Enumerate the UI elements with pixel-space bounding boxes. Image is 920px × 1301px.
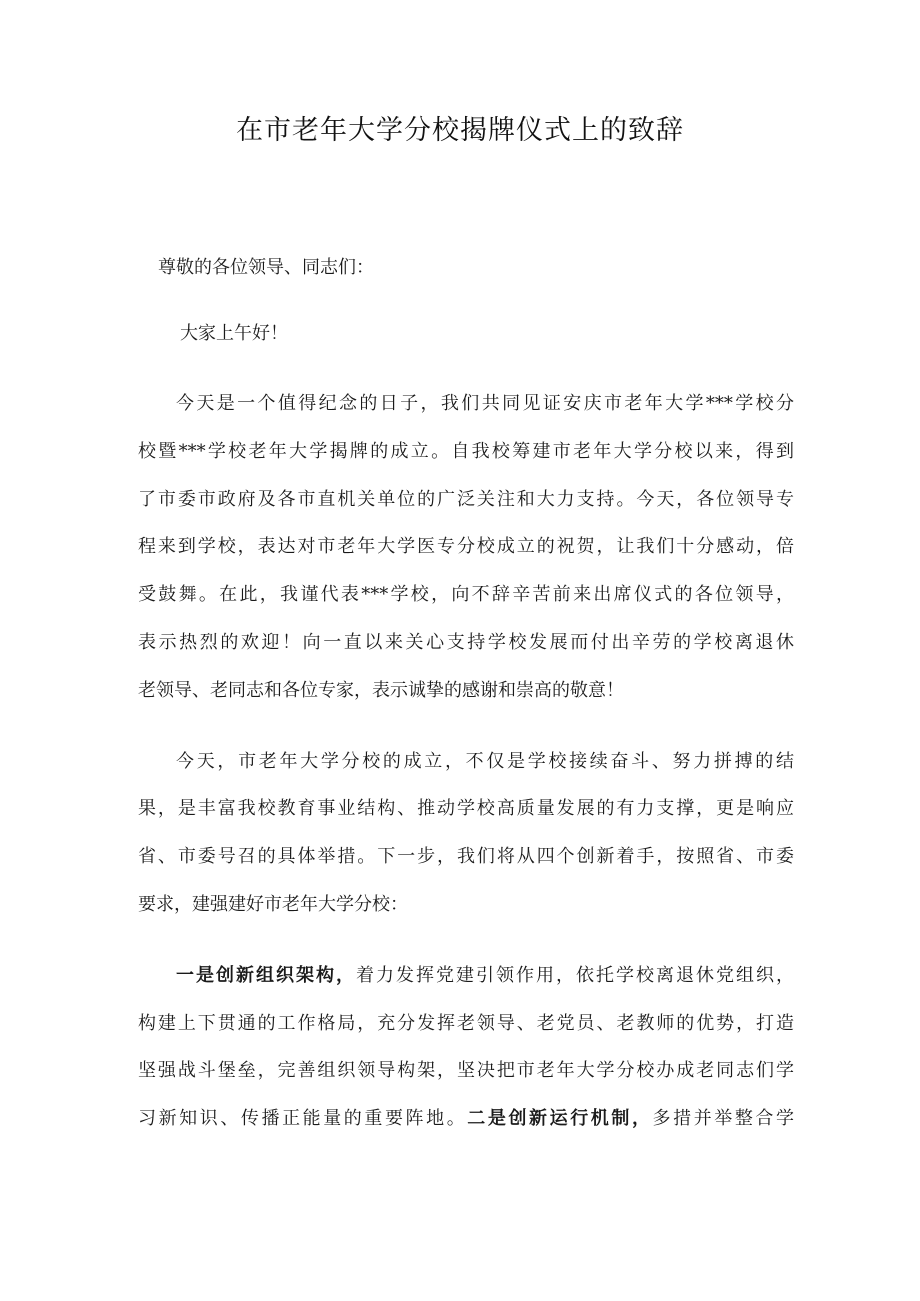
paragraph-3-line-4 <box>138 1107 794 1131</box>
paragraph-1-line-1: 今天是一个值得纪念的日子，我们共同见证安庆市老年大学***学校分 <box>176 393 794 414</box>
paragraph-1-line-6: 表示热烈的欢迎！向一直以来关心支持学校发展而付出辛劳的学校离退休 <box>138 632 794 653</box>
paragraph-1-line-2: 校暨***学校老年大学揭牌的成立。自我校筹建市老年大学分校以来，得到 <box>138 441 794 462</box>
paragraph-1-line-3: 了市委市政府及各市直机关单位的广泛关注和大力支持。今天，各位领导专 <box>138 489 794 510</box>
paragraph-2-line-3: 省、市委号召的具体举措。下一步，我们将从四个创新着手，按照省、市委 <box>138 846 794 867</box>
paragraph-2-line-4: 要求，建强建好市老年大学分校： <box>138 894 408 915</box>
salutation: 尊敬的各位领导、同志们： <box>158 257 374 278</box>
document-title: 在市老年大学分校揭牌仪式上的致辞 <box>236 115 684 146</box>
point-two-text: 多措并举整合学 <box>652 1108 795 1129</box>
paragraph-2-line-2: 果，是丰富我校教育事业结构、推动学校高质量发展的有力支撑，更是响应 <box>138 798 794 819</box>
paragraph-3-line-2: 构建上下贯通的工作格局，充分发挥老领导、老党员、老教师的优势，打造 <box>138 1013 794 1034</box>
point-one-text-end: 习新知识、传播正能量的重要阵地。 <box>138 1108 468 1129</box>
paragraph-1-line-4: 程来到学校，表达对市老年大学医专分校成立的祝贺，让我们十分感动，倍 <box>138 536 794 557</box>
paragraph-2-line-1: 今天，市老年大学分校的成立，不仅是学校接续奋斗、努力拼搏的结 <box>176 751 794 772</box>
paragraph-1-line-5: 受鼓舞。在此，我谨代表***学校，向不辞辛苦前来出席仪式的各位领导， <box>138 584 794 605</box>
paragraph-1-line-7: 老领导、老同志和各位专家，表示诚挚的感谢和崇高的敬意！ <box>138 680 624 701</box>
point-two-heading: 二是创新运行机制， <box>467 1108 653 1129</box>
point-one-text: 着力发挥党建引领作用，依托学校离退休党组织， <box>356 965 794 986</box>
greeting: 大家上午好！ <box>180 323 288 344</box>
point-one-heading: 一是创新组织架构， <box>176 965 356 986</box>
paragraph-3-line-3: 坚强战斗堡垒，完善组织领导构架，坚决把市老年大学分校办成老同志们学 <box>138 1060 794 1081</box>
paragraph-3-line-1 <box>176 964 794 988</box>
